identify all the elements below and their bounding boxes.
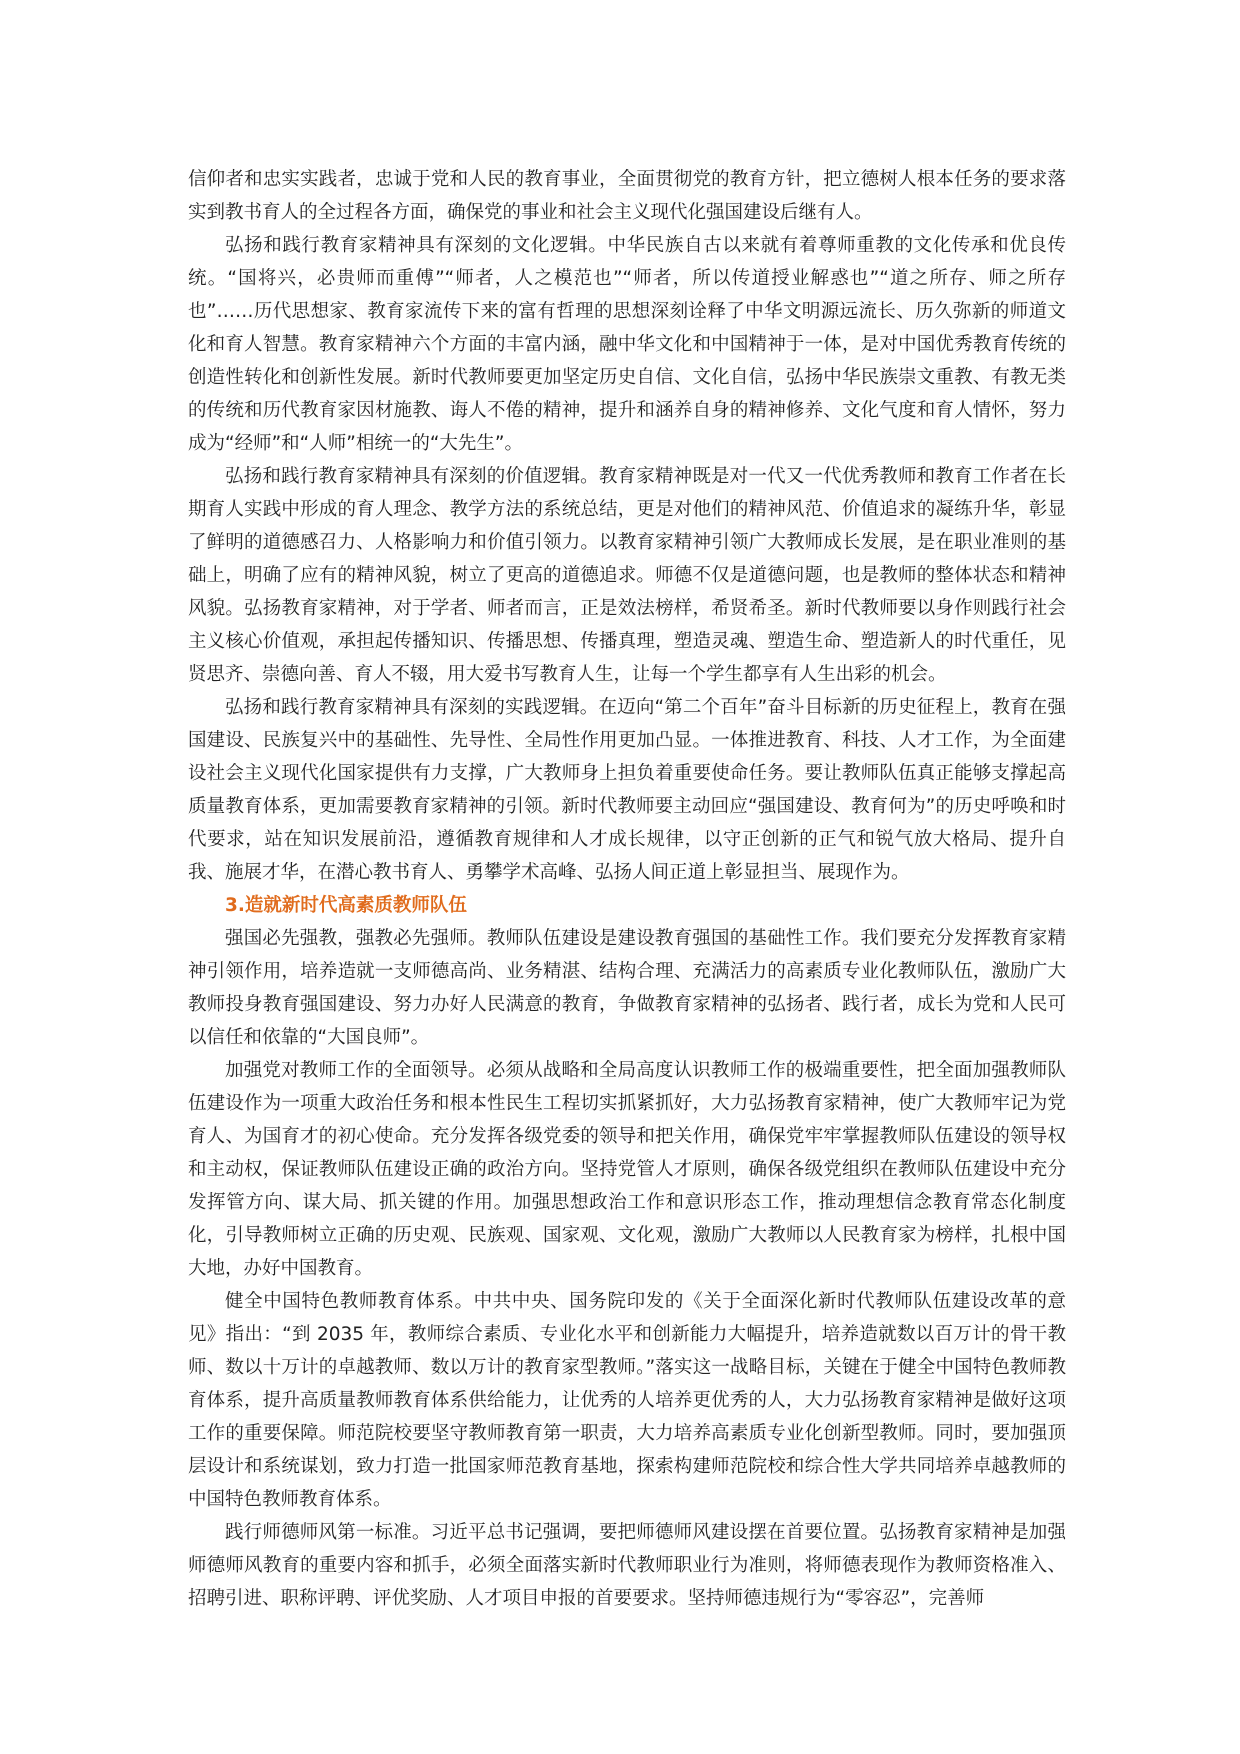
paragraph-value-logic: 弘扬和践行教育家精神具有深刻的价值逻辑。教育家精神既是对一代又一代优秀教师和教育工作者在长期育人实践中形成的育人理念、教学方法的系统总结，更是对他们的精神风范、价值追求的凝练升华，彰显了鲜明的道德感召力、人格影响力和价值引领力。以教育家精神引领广大教师成长发展，是在职业准则的基础上，明确了应有的精神风貌，树立了更高的道德追求。师德不仅是道德问题，也是教师的整体状态和精神风貌。弘扬教育家精神，对于学者、师者而言，正是效法榜样，希贤希圣。新时代教师要以身作则践行社会主义核心价值观，承担起传播知识、传播思想、传播真理，塑造灵魂、塑造生命、塑造新人的时代重任，见贤思齐、崇德向善、育人不辍，用大爱书写教育人生，让每一个学生都享有人生出彩的机会。	[188, 466, 1066, 685]
paragraph-strong-teachers: 强国必先强教，强教必先强师。教师队伍建设是建设教育强国的基础性工作。我们要充分发挥教育家精神引领作用，培养造就一支师德高尚、业务精湛、结构合理、充满活力的高素质专业化教师队伍，激励广大教师投身教育强国建设、努力办好人民满意的教育，争做教育家精神的弘扬者、践行者，成长为党和人民可以信任和依靠的“大国良师”。	[188, 928, 1066, 1048]
document-body	[188, 163, 1066, 1615]
paragraph-party-leadership: 加强党对教师工作的全面领导。必须从战略和全局高度认识教师工作的极端重要性，把全面加强教师队伍建设作为一项重大政治任务和根本性民生工程切实抓紧抓好，大力弘扬教育家精神，使广大教师牢记为党育人、为国育才的初心使命。充分发挥各级党委的领导和把关作用，确保党牢牢掌握教师队伍建设的领导权和主动权，保证教师队伍建设正确的政治方向。坚持党管人才原则，确保各级党组织在教师队伍建设中充分发挥管方向、谋大局、抓关键的作用。加强思想政治工作和意识形态工作，推动理想信念教育常态化制度化，引导教师树立正确的历史观、民族观、国家观、文化观，激励广大教师以人民教育家为榜样，扎根中国大地，办好中国教育。	[188, 1060, 1066, 1279]
section-heading: 3.造就新时代高素质教师队伍	[225, 895, 467, 916]
paragraph-continuation: 信仰者和忠实实践者，忠诚于党和人民的教育事业，全面贯彻党的教育方针，把立德树人根本任务的要求落实到教书育人的全过程各方面，确保党的事业和社会主义现代化强国建设后继有人。	[188, 169, 1066, 223]
paragraph-cultural-logic: 弘扬和践行教育家精神具有深刻的文化逻辑。中华民族自古以来就有着尊师重教的文化传承和优良传统。“国将兴，必贵师而重傅”“师者，人之模范也”“师者，所以传道授业解惑也”“道之所存、师之所存也”……历代思想家、教育家流传下来的富有哲理的思想深刻诠释了中华文明源远流长、历久弥新的师道文化和育人智慧。教育家精神六个方面的丰富内涵，融中华文化和中国精神于一体，是对中国优秀教育传统的创造性转化和创新性发展。新时代教师要更加坚定历史自信、文化自信，弘扬中华民族崇文重教、有教无类的传统和历代教育家因材施教、诲人不倦的精神，提升和涵养自身的精神修养、文化气度和育人情怀，努力成为“经师”和“人师”相统一的“大先生”。	[188, 235, 1066, 454]
paragraph-teacher-ethics: 践行师德师风第一标准。习近平总书记强调，要把师德师风建设摆在首要位置。弘扬教育家精神是加强师德师风教育的重要内容和抓手，必须全面落实新时代教师职业行为准则，将师德表现作为教师资格准入、招聘引进、职称评聘、评优奖励、人才项目申报的首要要求。坚持师德违规行为“零容忍”，完善师	[188, 1522, 1066, 1609]
paragraph-practice-logic: 弘扬和践行教育家精神具有深刻的实践逻辑。在迈向“第二个百年”奋斗目标新的历史征程上，教育在强国建设、民族复兴中的基础性、先导性、全局性作用更加凸显。一体推进教育、科技、人才工作，为全面建设社会主义现代化国家提供有力支撑，广大教师身上担负着重要使命任务。要让教师队伍真正能够支撑起高质量教育体系，更加需要教育家精神的引领。新时代教师要主动回应“强国建设、教育何为”的历史呼唤和时代要求，站在知识发展前沿，遵循教育规律和人才成长规律，以守正创新的正气和锐气放大格局、提升自我、施展才华，在潜心教书育人、勇攀学术高峰、弘扬人间正道上彰显担当、展现作为。	[188, 697, 1066, 883]
paragraph-teacher-education-system: 健全中国特色教师教育体系。中共中央、国务院印发的《关于全面深化新时代教师队伍建设改革的意见》指出：“到 2035 年，教师综合素质、专业化水平和创新能力大幅提升，培养造就数以百万计的骨干教师、数以十万计的卓越教师、数以万计的教育家型教师。”落实这一战略目标，关键在于健全中国特色教师教育体系，提升高质量教师教育体系供给能力，让优秀的人培养更优秀的人，大力弘扬教育家精神是做好这项工作的重要保障。师范院校要坚守教师教育第一职责，大力培养高素质专业化创新型教师。同时，要加强顶层设计和系统谋划，致力打造一批国家师范教育基地，探索构建师范院校和综合性大学共同培养卓越教师的中国特色教师教育体系。	[188, 1291, 1066, 1510]
